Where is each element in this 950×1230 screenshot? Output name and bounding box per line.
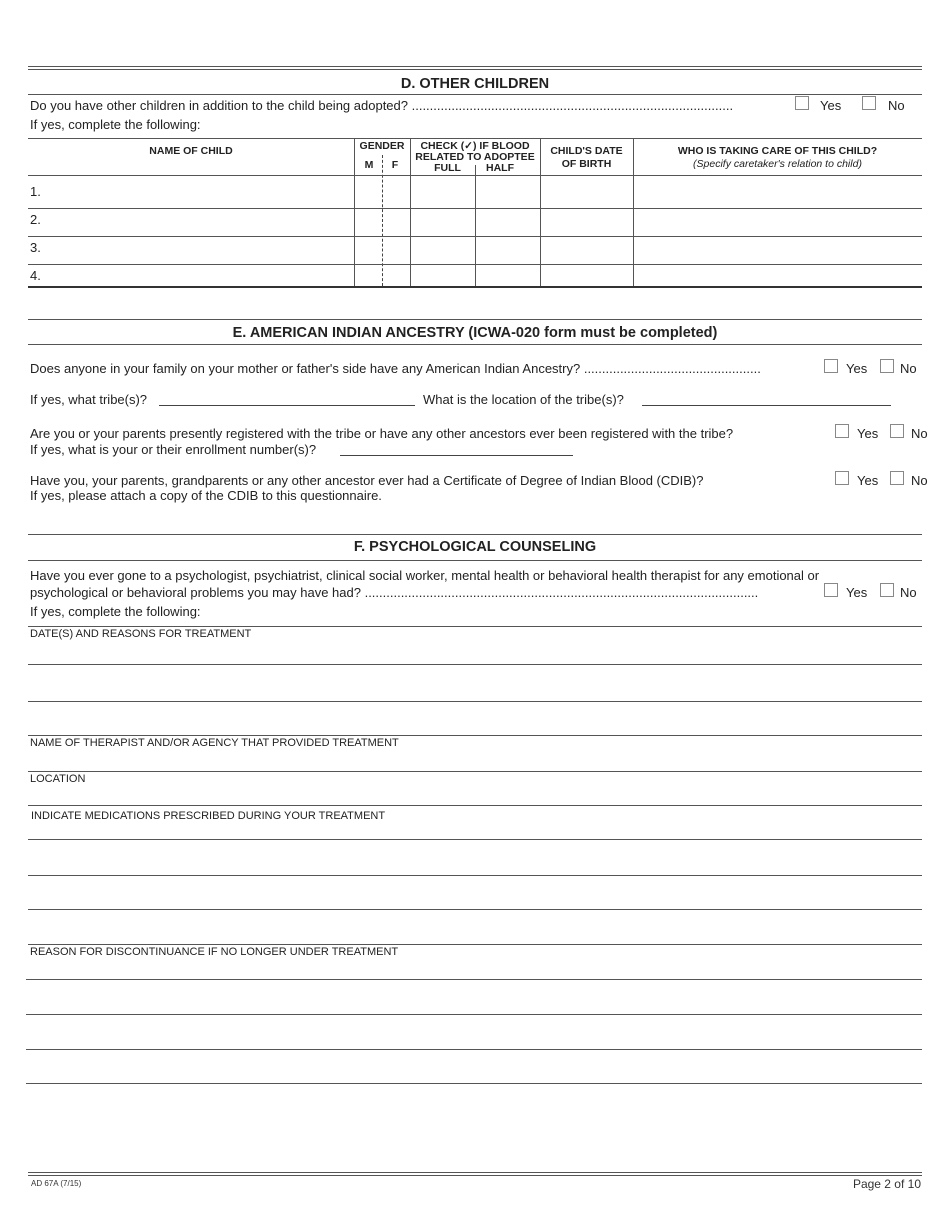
ancestry-yes-checkbox[interactable]	[824, 359, 838, 373]
if-yes-instruction: If yes, complete the following:	[30, 604, 201, 619]
cdib-yes-checkbox[interactable]	[835, 471, 849, 485]
col-care-header-2: (Specify caretaker's relation to child)	[693, 158, 862, 170]
table-row-label: 3.	[30, 240, 41, 255]
registered-yes-checkbox[interactable]	[835, 424, 849, 438]
discontinuance-line[interactable]	[26, 979, 922, 980]
counseling-no-checkbox[interactable]	[880, 583, 894, 597]
discontinuance-line[interactable]	[26, 1083, 922, 1084]
no-label: No	[888, 98, 905, 113]
divider	[28, 344, 922, 345]
top-rule-2	[28, 69, 922, 70]
divider	[28, 94, 922, 95]
footer-rule-2	[28, 1175, 922, 1176]
col-m-header: M	[364, 159, 374, 171]
if-yes-instruction: If yes, complete the following:	[30, 117, 201, 132]
tribe-label: If yes, what tribe(s)?	[30, 392, 148, 407]
no-label: No	[900, 585, 917, 600]
divider	[28, 560, 922, 561]
location-label: LOCATION	[30, 773, 86, 785]
cdib-no-checkbox[interactable]	[890, 471, 904, 485]
discontinuance-line[interactable]	[26, 1049, 922, 1050]
medications-line[interactable]	[28, 875, 922, 876]
enrollment-field[interactable]	[340, 455, 573, 456]
cdib-instruction: If yes, please attach a copy of the CDIB to this questionnaire.	[30, 488, 382, 503]
medications-label: INDICATE MEDICATIONS PRESCRIBED DURING YOUR TREATMENT	[31, 810, 386, 822]
top-rule	[28, 66, 922, 67]
other-children-yes-checkbox[interactable]	[795, 96, 809, 110]
ancestry-no-checkbox[interactable]	[880, 359, 894, 373]
page-number: Page 2 of 10	[852, 1177, 921, 1191]
divider	[28, 534, 922, 535]
col-full-header: FULL	[434, 162, 461, 174]
therapist-line[interactable]	[28, 771, 922, 772]
table-row-rule	[28, 208, 922, 209]
table-row-label: 1.	[30, 184, 41, 199]
counseling-question-2: psychological or behavioral problems you may have had? .............................................................................................................	[30, 585, 759, 600]
no-label: No	[911, 426, 928, 441]
field-rule	[28, 626, 922, 627]
treatment-dates-line[interactable]	[28, 701, 922, 702]
therapist-label: NAME OF THERAPIST AND/OR AGENCY THAT PROVIDED TREATMENT	[30, 737, 399, 749]
form-id: AD 67A (7/15)	[31, 1179, 82, 1188]
discontinuance-line[interactable]	[26, 1014, 922, 1015]
col-divider	[475, 165, 476, 286]
registered-no-checkbox[interactable]	[890, 424, 904, 438]
col-f-header: F	[391, 159, 399, 171]
field-rule	[28, 944, 922, 945]
section-e-title: E. AMERICAN INDIAN ANCESTRY (ICWA-020 form must be completed)	[232, 325, 718, 341]
location-line[interactable]	[28, 805, 922, 806]
table-row-rule	[28, 236, 922, 237]
counseling-yes-checkbox[interactable]	[824, 583, 838, 597]
treatment-dates-label: DATE(S) AND REASONS FOR TREATMENT	[30, 628, 252, 640]
section-d-title: D. OTHER CHILDREN	[400, 76, 550, 92]
no-label: No	[911, 473, 928, 488]
table-header-rule	[28, 175, 922, 176]
tribe-location-label: What is the location of the tribe(s)?	[423, 392, 624, 407]
field-rule	[28, 735, 922, 736]
yes-label: Yes	[846, 361, 868, 376]
yes-label: Yes	[857, 473, 879, 488]
footer-rule	[28, 1172, 922, 1173]
ancestry-question: Does anyone in your family on your mother or father's side have any American Indian Ancestry? .................................................	[30, 361, 761, 376]
yes-label: Yes	[820, 98, 842, 113]
enrollment-label: If yes, what is your or their enrollment number(s)?	[30, 442, 317, 457]
table-top-rule	[28, 138, 922, 139]
yes-label: Yes	[846, 585, 868, 600]
table-row-rule	[28, 264, 922, 265]
tribe-field[interactable]	[159, 405, 415, 406]
col-check-header-1: CHECK (✓) IF BLOOD	[420, 140, 530, 152]
medications-line[interactable]	[28, 909, 922, 910]
divider	[28, 319, 922, 320]
discontinuance-label: REASON FOR DISCONTINUANCE IF NO LONGER UNDER TREATMENT	[30, 946, 399, 958]
col-dob-header-2: OF BIRTH	[561, 158, 612, 170]
counseling-question-1: Have you ever gone to a psychologist, psychiatrist, clinical social worker, mental health or behavioral health therapist for any emotional or	[30, 568, 820, 583]
no-label: No	[900, 361, 917, 376]
table-bottom-rule	[28, 286, 922, 288]
other-children-question: Do you have other children in addition to the child being adopted? .........................................................................................	[30, 98, 734, 113]
treatment-dates-line[interactable]	[28, 664, 922, 665]
tribe-location-field[interactable]	[642, 405, 891, 406]
col-gender-header: GENDER	[359, 140, 405, 152]
yes-label: Yes	[857, 426, 879, 441]
registered-question: Are you or your parents presently registered with the tribe or have any other ancestors ever been registered with the tribe?	[30, 426, 734, 441]
table-row-label: 4.	[30, 268, 41, 283]
col-name-header: NAME OF CHILD	[149, 145, 233, 157]
section-f-title: F. PSYCHOLOGICAL COUNSELING	[353, 539, 597, 555]
other-children-no-checkbox[interactable]	[862, 96, 876, 110]
medications-line[interactable]	[28, 839, 922, 840]
col-dob-header-1: CHILD'S DATE	[550, 145, 623, 157]
table-row-label: 2.	[30, 212, 41, 227]
cdib-question: Have you, your parents, grandparents or any other ancestor ever had a Certificate of Degree of Indian Blood (CDIB)?	[30, 473, 704, 488]
col-care-header-1: WHO IS TAKING CARE OF THIS CHILD?	[677, 145, 878, 157]
col-check-header-2: RELATED TO ADOPTEE	[415, 151, 535, 163]
col-half-header: HALF	[486, 162, 514, 174]
